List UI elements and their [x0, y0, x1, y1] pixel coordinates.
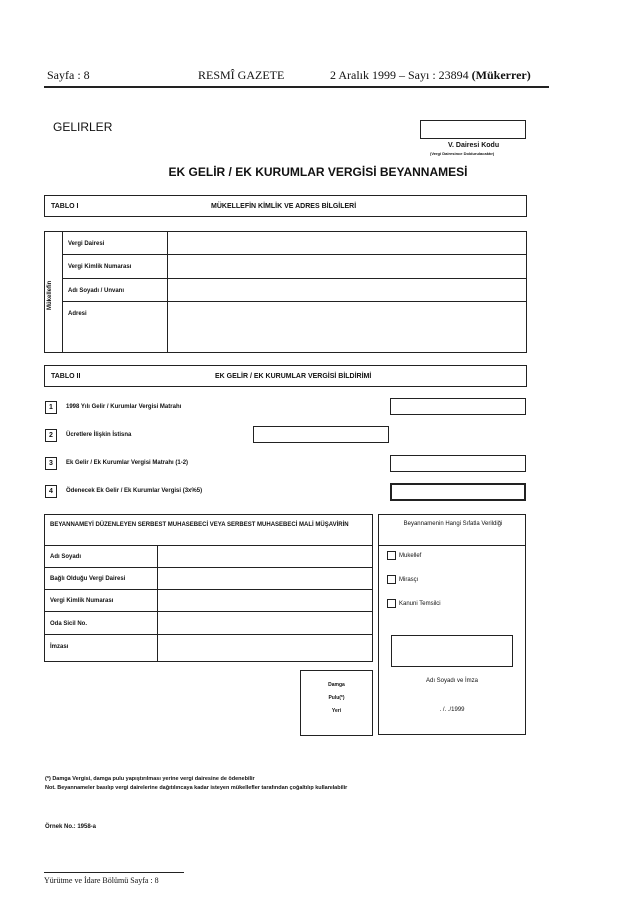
mukellef-side-label: Mükellefin [47, 280, 53, 310]
muh-vergi-dairesi-label: Bağlı Olduğu Vergi Dairesi [50, 576, 126, 582]
gelirler-label: GELIRLER [53, 120, 113, 134]
muh-ad-soyad-label: Adı Soyadı [50, 554, 82, 560]
note-damga: (*) Damga Vergisi, damga pulu yapıştırılması yerine vergi dairesine de ödenebilir [45, 776, 255, 782]
vd-kodu-note: (Vergi Dairesince Doldurulacaktır) [430, 151, 495, 156]
muh-imza-field[interactable] [158, 635, 372, 660]
identity-table [44, 231, 527, 353]
sifat-divider [379, 545, 525, 546]
item-3-field[interactable] [390, 455, 526, 472]
adres-field[interactable] [168, 303, 526, 351]
ad-soyad-label: Adı Soyadı / Unvanı [68, 288, 125, 294]
option-label: Mirasçı [399, 577, 419, 584]
footer-rule [44, 872, 184, 873]
muh-oda-sicil-label: Oda Sicil No. [50, 621, 88, 627]
vergi-dairesi-label: Vergi Dairesi [68, 241, 105, 247]
item-2-label: Ücretlere İlişkin İstisna [66, 432, 132, 438]
sifat-option-mukellef[interactable] [387, 551, 421, 560]
note-cogaltma: Not. Beyannameler basılıp vergi dairelerine dağıtılıncaya kadar isteyen mükellefler tarafından çoğaltılıp kullanılabilir [45, 785, 348, 791]
item-1-field[interactable] [390, 398, 526, 415]
muh-vkn-label: Vergi Kimlik Numarası [50, 598, 114, 604]
signature-label: Adı Soyadı ve İmza [425, 678, 479, 684]
signature-box[interactable] [391, 635, 513, 667]
tablo2-label: TABLO II [51, 373, 81, 380]
tablo2-header [44, 365, 527, 387]
page-number: Sayfa : 8 [47, 68, 90, 82]
item-2-number: 2 [45, 429, 57, 442]
vd-kodu-label: V. Dairesi Kodu [448, 142, 500, 149]
muh-oda-sicil-field[interactable] [158, 612, 372, 633]
checkbox-mirasci[interactable] [387, 575, 396, 584]
issue-info [330, 68, 531, 83]
muh-vkn-field[interactable] [158, 590, 372, 610]
gazette-title: RESMÎ GAZETE [198, 68, 285, 82]
vergi-dairesi-field[interactable] [168, 233, 526, 254]
muh-ad-soyad-field[interactable] [158, 546, 372, 566]
sifat-option-mirasci[interactable] [387, 575, 418, 584]
issue-date: 2 Aralık 1999 – Sayı : 23894 [330, 68, 469, 82]
muh-imza-label: İmzası [50, 644, 69, 650]
issue-extra: (Mükerrer) [471, 68, 531, 82]
vkn-field[interactable] [168, 256, 526, 278]
ad-soyad-field[interactable] [168, 280, 526, 301]
damga-line1: Damga [328, 682, 345, 688]
option-label: Kanuni Temsilci [399, 601, 441, 608]
tablo1-label: TABLO I [51, 203, 79, 210]
option-label: Mukellef [399, 553, 422, 560]
item-4-number: 4 [45, 485, 57, 498]
damga-pulu-box [300, 670, 373, 736]
header-rule [44, 86, 549, 88]
vergi-dairesi-kodu-box[interactable] [420, 120, 526, 139]
sifat-title: Beyannamenin Hangi Sıfatla Verildiği [403, 521, 503, 527]
tablo2-title: EK GELİR / EK KURUMLAR VERGİSİ BİLDİRİMİ [215, 373, 372, 380]
damga-line2: Pulu(*) [328, 695, 345, 701]
sifat-option-kanuni-temsilci[interactable] [387, 599, 441, 608]
adres-label: Adresi [68, 311, 87, 317]
item-3-label: Ek Gelir / Ek Kurumlar Vergisi Matrahı (1-2) [66, 460, 189, 466]
tablo1-header [44, 195, 527, 217]
item-4-label: Ödenecek Ek Gelir / Ek Kurumlar Vergisi (3x%5) [66, 488, 203, 494]
ornek-no: Örnek No.: 1958-a [45, 824, 97, 830]
item-2-field[interactable] [253, 426, 389, 443]
muhasebeci-title: BEYANNAMEYİ DÜZENLEYEN SERBEST MUHASEBECİ VEYA SERBEST MUHASEBECİ MALİ MÜŞAVİRİN [50, 522, 349, 528]
vkn-label: Vergi Kimlik Numarası [68, 264, 132, 270]
item-3-number: 3 [45, 457, 57, 470]
item-4-field[interactable] [390, 483, 526, 501]
damga-line3: Yeri [331, 708, 342, 714]
item-1-number: 1 [45, 401, 57, 414]
checkbox-mukellef[interactable] [387, 551, 396, 560]
date-field[interactable]: . /. ./1999 [439, 707, 465, 713]
muh-vergi-dairesi-field[interactable] [158, 568, 372, 588]
checkbox-kanuni-temsilci[interactable] [387, 599, 396, 608]
sifat-box [378, 514, 526, 735]
form-title: EK GELİR / EK KURUMLAR VERGİSİ BEYANNAMESİ [168, 165, 468, 179]
tablo1-title: MÜKELLEFİN KİMLİK VE ADRES BİLGİLERİ [211, 203, 357, 210]
muhasebeci-table [44, 514, 373, 662]
footer-text: Yürütme ve İdare Bölümü Sayfa : 8 [44, 876, 159, 885]
item-1-label: 1998 Yılı Gelir / Kurumlar Vergisi Matrahı [66, 404, 182, 410]
